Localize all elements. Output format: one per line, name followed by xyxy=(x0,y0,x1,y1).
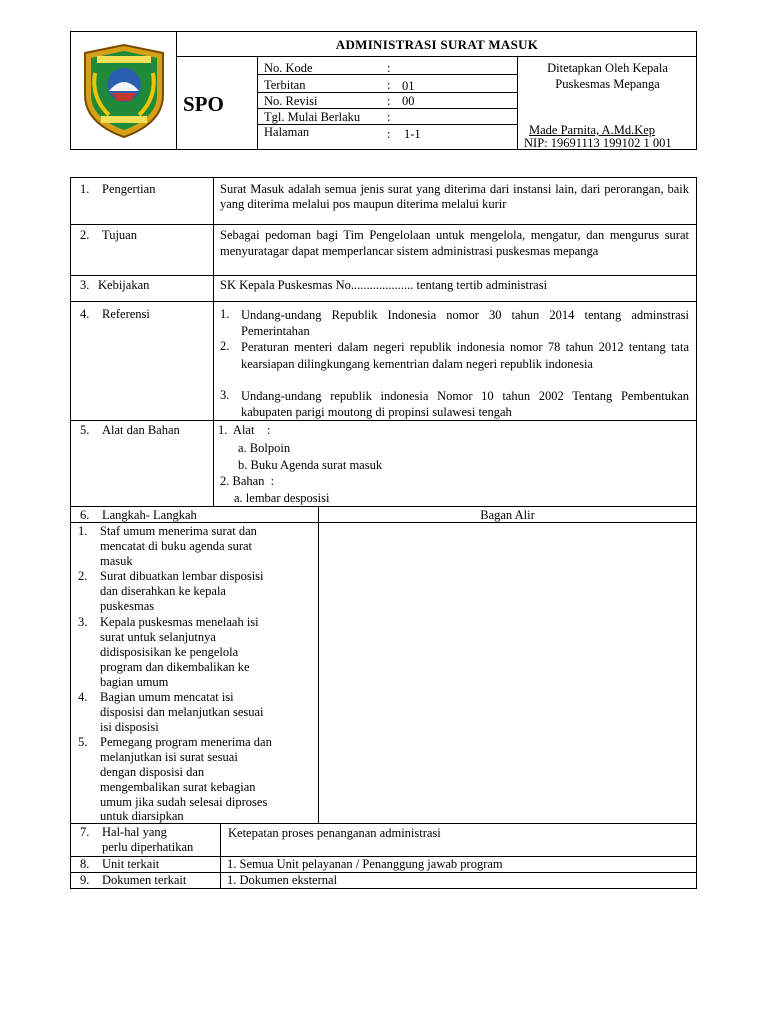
section-text: SK Kepala Puskesmas No.................... tentang tertib administrasi xyxy=(220,278,548,292)
section-number: 7. xyxy=(80,825,90,839)
spo-label: SPO xyxy=(183,92,224,116)
section-text: 1. Dokumen eksternal xyxy=(227,873,338,887)
list-number: 2. xyxy=(220,339,230,353)
section-label: Unit terkait xyxy=(102,857,160,871)
signer-nip: NIP: 19691113 199102 1 001 xyxy=(524,136,672,150)
alat-heading: 1. Alat : xyxy=(218,423,271,437)
alat-item: b. Buku Agenda surat masuk xyxy=(238,458,383,472)
list-item: Undang-undang Republik Indonesia nomor 30 tahun 2014 tentang adminstrasi Pemerintahan xyxy=(241,308,689,338)
logo-emblem xyxy=(79,43,169,139)
list-number: 1. xyxy=(220,307,230,321)
flow-header: Bagan Alir xyxy=(480,508,535,522)
step-line: program dan dikembalikan ke xyxy=(100,660,250,674)
meta-sep: : xyxy=(387,78,391,92)
meta-value: 00 xyxy=(402,94,415,108)
step-line: Staf umum menerima surat dan xyxy=(100,524,257,538)
list-number: 3. xyxy=(78,615,88,629)
meta-label: No. Kode xyxy=(264,61,313,75)
document-header xyxy=(70,31,697,150)
meta-sep: : xyxy=(387,110,391,124)
step-line: puskesmas xyxy=(100,599,155,613)
procedure-table xyxy=(70,177,697,890)
meta-sep: : xyxy=(387,127,391,141)
step-line: surat untuk selanjutnya xyxy=(100,630,216,644)
step-line: untuk diarsipkan xyxy=(100,809,184,823)
bahan-item: a. lembar desposisi xyxy=(234,491,330,505)
list-number: 1. xyxy=(78,524,88,538)
step-line: masuk xyxy=(100,554,133,568)
step-line: isi disposisi xyxy=(100,720,159,734)
meta-label: No. Revisi xyxy=(264,94,318,108)
section-text: 1. Semua Unit pelayanan / Penanggung jawab program xyxy=(227,857,503,871)
step-line: mengembalikan surat kebagian xyxy=(100,780,256,794)
step-line: bagian umum xyxy=(100,675,169,689)
section-number: 5. xyxy=(80,423,90,437)
list-item: Undang-undang republik indonesia Nomor 10 tahun 2002 Tentang Pembentukan kabupaten parigi moutong di propinsi sulawesi tengah xyxy=(241,389,689,419)
step-line: dan diserahkan ke kepala xyxy=(100,584,226,598)
section-text: Ketepatan proses penanganan administrasi xyxy=(228,826,441,840)
meta-sep: : xyxy=(387,61,391,75)
meta-label: Terbitan xyxy=(264,78,306,92)
section-text: Surat Masuk adalah semua jenis surat yang diterima dari instansi lain, dari perorangan, baik yang diterima melalui pos maupun diterima melalui kurir xyxy=(220,182,689,211)
section-label: Hal-hal yang xyxy=(102,825,167,839)
step-line: Kepala puskesmas menelaah isi xyxy=(100,615,259,629)
meta-label: Tgl. Mulai Berlaku xyxy=(264,110,361,124)
approval-line1: Ditetapkan Oleh Kepala xyxy=(547,61,668,75)
list-number: 3. xyxy=(220,388,230,402)
section-number: 2. xyxy=(80,228,90,242)
step-line: Surat dibuatkan lembar disposisi xyxy=(100,569,264,583)
list-item: Peraturan menteri dalam negeri republik indonesia nomor 78 tahun 2012 tentang tata kearsiapan dilingkungang kementrian dalam negeri republik indonesia xyxy=(241,340,689,371)
step-line: Pemegang program menerima dan xyxy=(100,735,272,749)
meta-label: Halaman xyxy=(264,125,310,139)
section-label: Kebijakan xyxy=(98,278,150,292)
meta-value: 1-1 xyxy=(404,127,421,141)
step-line: umum jika sudah selesai diproses xyxy=(100,795,268,809)
list-number: 5. xyxy=(78,735,88,749)
step-line: melanjutkan isi surat sesuai xyxy=(100,750,238,764)
section-number: 4. xyxy=(80,307,90,321)
section-number: 8. xyxy=(80,857,90,871)
step-line: dengan disposisi dan xyxy=(100,765,205,779)
section-number: 6. xyxy=(80,508,90,522)
step-line: disposisi dan melanjutkan sesuai xyxy=(100,705,264,719)
section-label: Referensi xyxy=(102,307,150,321)
step-line: mencatat di buku agenda surat xyxy=(100,539,253,553)
bahan-heading: 2. Bahan : xyxy=(220,474,275,488)
approval-line2: Puskesmas Mepanga xyxy=(555,77,660,91)
list-number: 4. xyxy=(78,690,88,704)
meta-sep: : xyxy=(387,94,391,108)
section-number: 9. xyxy=(80,873,90,887)
section-label: perlu diperhatikan xyxy=(102,840,194,854)
header-title: ADMINISTRASI SURAT MASUK xyxy=(335,37,539,52)
alat-item: a. Bolpoin xyxy=(238,441,291,455)
section-number: 3. xyxy=(80,278,90,292)
section-label: Pengertian xyxy=(102,182,156,196)
signer-name: Made Parnita, A.Md.Kep xyxy=(529,123,656,137)
section-text: Sebagai pedoman bagi Tim Pengelolaan untuk mengelola, mengatur, dan mengurus surat menyuratagar dapat memperlancar sistem administrasi puskesmas mepanga xyxy=(220,228,689,258)
section-label: Dokumen terkait xyxy=(102,873,187,887)
section-label: Alat dan Bahan xyxy=(102,423,180,437)
step-line: Bagian umum mencatat isi xyxy=(100,690,234,704)
section-label: Tujuan xyxy=(102,228,137,242)
list-number: 2. xyxy=(78,569,88,583)
section-label: Langkah- Langkah xyxy=(102,508,197,522)
step-line: didisposisikan ke pengelola xyxy=(100,645,239,659)
meta-value: 01 xyxy=(402,79,415,93)
section-number: 1. xyxy=(80,182,90,196)
